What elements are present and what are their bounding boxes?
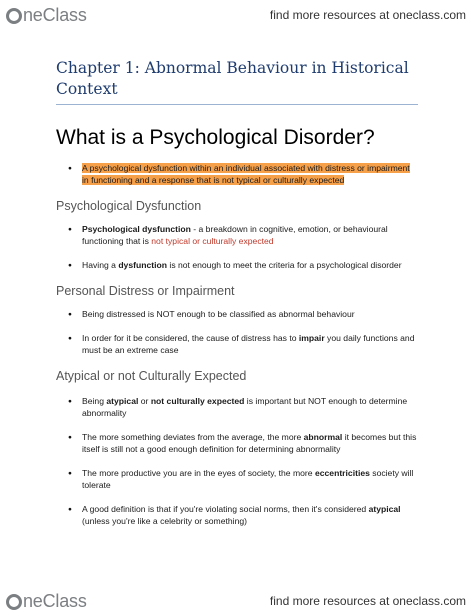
list-item (56, 396, 418, 419)
section-heading-atypical: Atypical or not Culturally Expected (56, 369, 247, 383)
term: Psychological dysfunction (82, 224, 191, 234)
logo-text: neClass (23, 590, 87, 611)
logo-text: neClass (23, 4, 87, 25)
item-text: - a breakdown in cognitive, emotion, or behavioural functioning that is (82, 224, 388, 246)
item-text: In order for it be considered, the cause of distress has to (82, 333, 299, 343)
item-text: A good definition is that if you're violating social norms, then it's considered (82, 504, 369, 514)
item-text: The more something deviates from the average, the more (82, 432, 304, 442)
section-heading-dysfunction: Psychological Dysfunction (56, 199, 202, 213)
dysfunction-list (56, 224, 418, 272)
find-more-link[interactable]: find more resources at oneclass.com (269, 594, 466, 608)
highlighted-definition: A psychological dysfunction within an individual associated with distress or impairment in functioning and a response that is not typical or culturally expected (82, 163, 410, 185)
term: dysfunction (118, 260, 168, 270)
bottom-banner (0, 586, 474, 616)
logo-o-icon (6, 8, 22, 24)
list-item (56, 163, 418, 186)
find-more-link[interactable]: find more resources at oneclass.com (269, 8, 466, 22)
distress-list (56, 309, 418, 357)
item-text: you daily functions and must be an extreme case (82, 333, 415, 355)
list-item (56, 504, 418, 527)
item-text: (unless you're like a celebrity or something) (82, 515, 247, 526)
term: impair (298, 333, 325, 343)
list-item (56, 468, 418, 491)
term: eccentricities (314, 468, 370, 478)
intro-list (56, 163, 418, 186)
main-heading: What is a Psychological Disorder? (56, 126, 375, 149)
list-item (56, 432, 418, 455)
oneclass-logo[interactable] (6, 5, 87, 26)
document-page (56, 50, 418, 527)
list-item (56, 333, 418, 356)
highlight-red: not typical or culturally expected (151, 235, 274, 246)
item-text: is not enough to meet the criteria for a psychological disorder (167, 260, 402, 270)
item-text: Having a (82, 260, 119, 270)
atypical-list (56, 396, 418, 527)
section-heading-distress: Personal Distress or Impairment (56, 283, 235, 298)
term: abnormal (303, 432, 343, 442)
term: atypical (106, 396, 139, 406)
top-banner (0, 0, 474, 30)
item-text: The more productive you are in the eyes of society, the more (82, 468, 315, 478)
chapter-title: Chapter 1: Abnormal Behaviour in Historical Context (56, 58, 418, 105)
item-text: Being (82, 396, 107, 406)
list-item (56, 260, 418, 272)
item-text: is important but NOT enough to determine abnormality (82, 396, 408, 418)
item-text: society will tolerate (82, 468, 414, 490)
term: not culturally expected (150, 396, 245, 406)
item-text: it becomes but this itself is still not a good enough definition for determining abnormality (82, 432, 417, 454)
logo-o-icon (6, 594, 22, 610)
term: atypical (368, 504, 401, 514)
item-text: or (138, 396, 151, 406)
list-item (56, 224, 418, 247)
list-item: ● Being distressed is NOT enough to be classified as abnormal behaviour (56, 309, 418, 321)
oneclass-logo[interactable] (6, 591, 87, 612)
